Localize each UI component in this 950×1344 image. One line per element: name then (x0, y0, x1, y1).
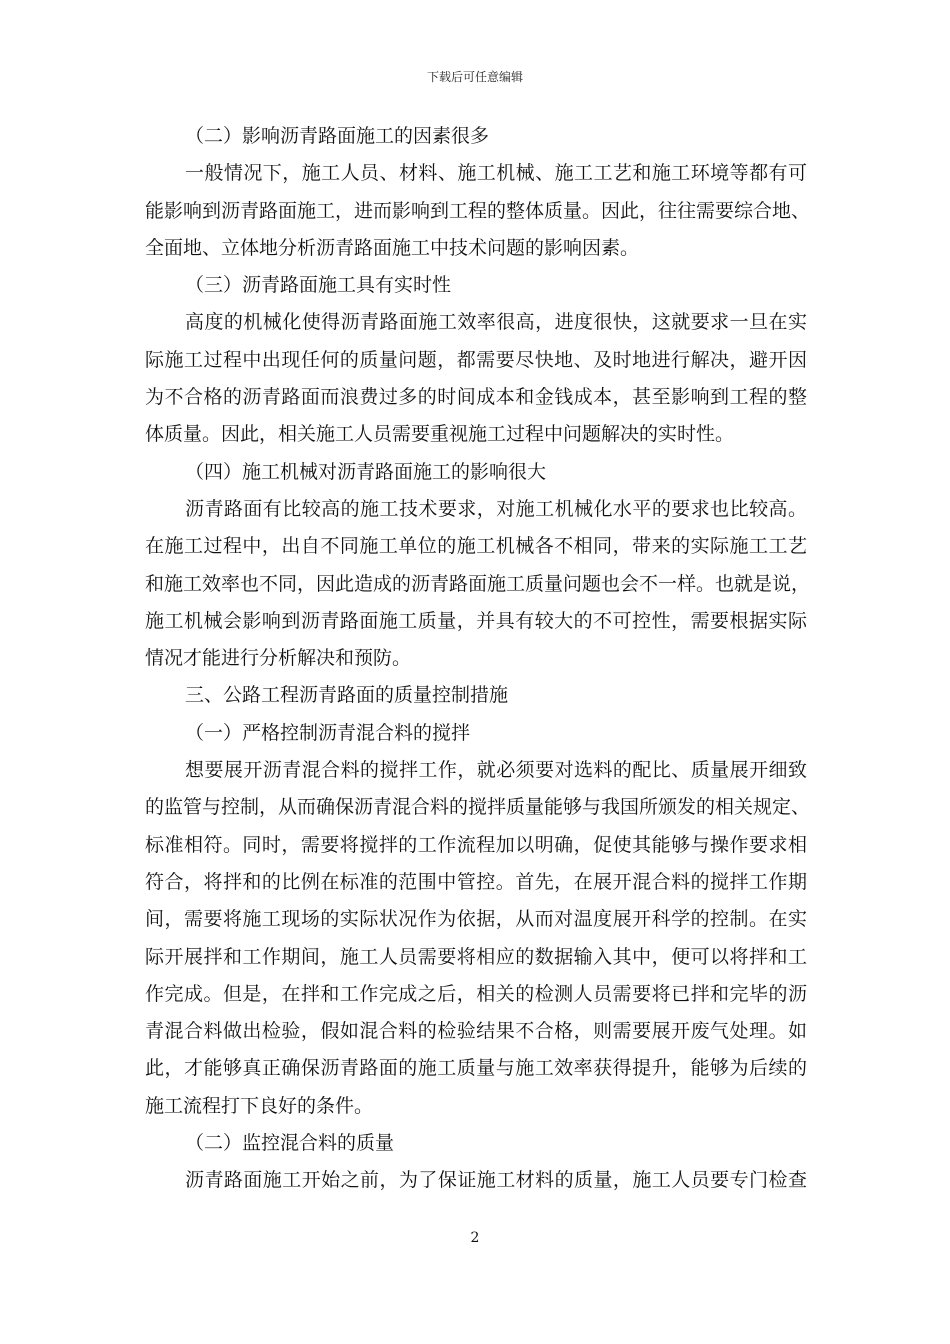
section-heading: （三）沥青路面施工具有实时性 (185, 274, 452, 297)
paragraph-line: 标准相符。同时，需要将搅拌的工作流程加以明确，促使其能够与操作要求相 (145, 833, 807, 856)
paragraph-line: 沥青路面有比较高的施工技术要求，对施工机械化水平的要求也比较高。 (185, 497, 807, 520)
paragraph-line: 全面地、立体地分析沥青路面施工中技术问题的影响因素。 (145, 236, 640, 259)
document-body (145, 118, 811, 1200)
paragraph-line: 体质量。因此，相关施工人员需要重视施工过程中问题解决的实时性。 (145, 423, 735, 446)
section-heading: （二）影响沥青路面施工的因素很多 (185, 125, 490, 147)
paragraph-line: 际施工过程中出现任何的质量问题，都需要尽快地、及时地进行解决，避开因 (145, 348, 807, 371)
paragraph-line: 此，才能够真正确保沥青路面的施工质量与施工效率获得提升，能够为后续的 (145, 1057, 807, 1080)
paragraph-line: 作完成。但是，在拌和工作完成之后，相关的检测人员需要将已拌和完毕的沥 (145, 982, 807, 1005)
paragraph-line: 想要展开沥青混合料的搅拌工作，就必须要对选料的配比、质量展开细致 (185, 759, 807, 782)
paragraph-line: 和施工效率也不同，因此造成的沥青路面施工质量问题也会不一样。也就是说， (145, 572, 811, 595)
paragraph-line: 际开展拌和工作期间，施工人员需要将相应的数据输入其中，便可以将拌和工 (145, 945, 807, 968)
paragraph-line: 的监管与控制，从而确保沥青混合料的搅拌质量能够与我国所颁发的相关规定、 (145, 796, 811, 819)
section-heading: （二）监控混合料的质量 (185, 1132, 395, 1155)
paragraph-line: 在施工过程中，出自不同施工单位的施工机械各不相同，带来的实际施工工艺 (145, 535, 807, 558)
paragraph-line: 一般情况下，施工人员、材料、施工机械、施工工艺和施工环境等都有可 (185, 162, 807, 185)
header-note: 下载后可任意编辑 (426, 70, 523, 84)
paragraph-line: 符合，将拌和的比例在标准的范围中管控。首先，在展开混合料的搅拌工作期 (145, 870, 807, 893)
page-number: 2 (470, 1230, 480, 1246)
paragraph-line: 施工机械会影响到沥青路面施工质量，并具有较大的不可控性，需要根据实际 (145, 609, 807, 632)
paragraph-line: 为不合格的沥青路面而浪费过多的时间成本和金钱成本，甚至影响到工程的整 (145, 386, 807, 409)
section-heading: （四）施工机械对沥青路面施工的影响很大 (185, 460, 547, 483)
paragraph-line: 能影响到沥青路面施工，进而影响到工程的整体质量。因此，往往需要综合地、 (145, 199, 811, 222)
paragraph-line: 间，需要将施工现场的实际状况作为依据，从而对温度展开科学的控制。在实 (145, 908, 807, 931)
section-heading: 三、公路工程沥青路面的质量控制措施 (185, 684, 509, 707)
paragraph-line: 青混合料做出检验，假如混合料的检验结果不合格，则需要展开废气处理。如 (145, 1020, 807, 1043)
paragraph-line: 高度的机械化使得沥青路面施工效率很高，进度很快，这就要求一旦在实 (185, 311, 807, 334)
section-heading: （一）严格控制沥青混合料的搅拌 (185, 721, 471, 744)
paragraph-line: 情况才能进行分析解决和预防。 (145, 647, 412, 670)
paragraph-line: 施工流程打下良好的条件。 (145, 1094, 374, 1117)
paragraph-line: 沥青路面施工开始之前，为了保证施工材料的质量，施工人员要专门检查 (185, 1169, 807, 1192)
